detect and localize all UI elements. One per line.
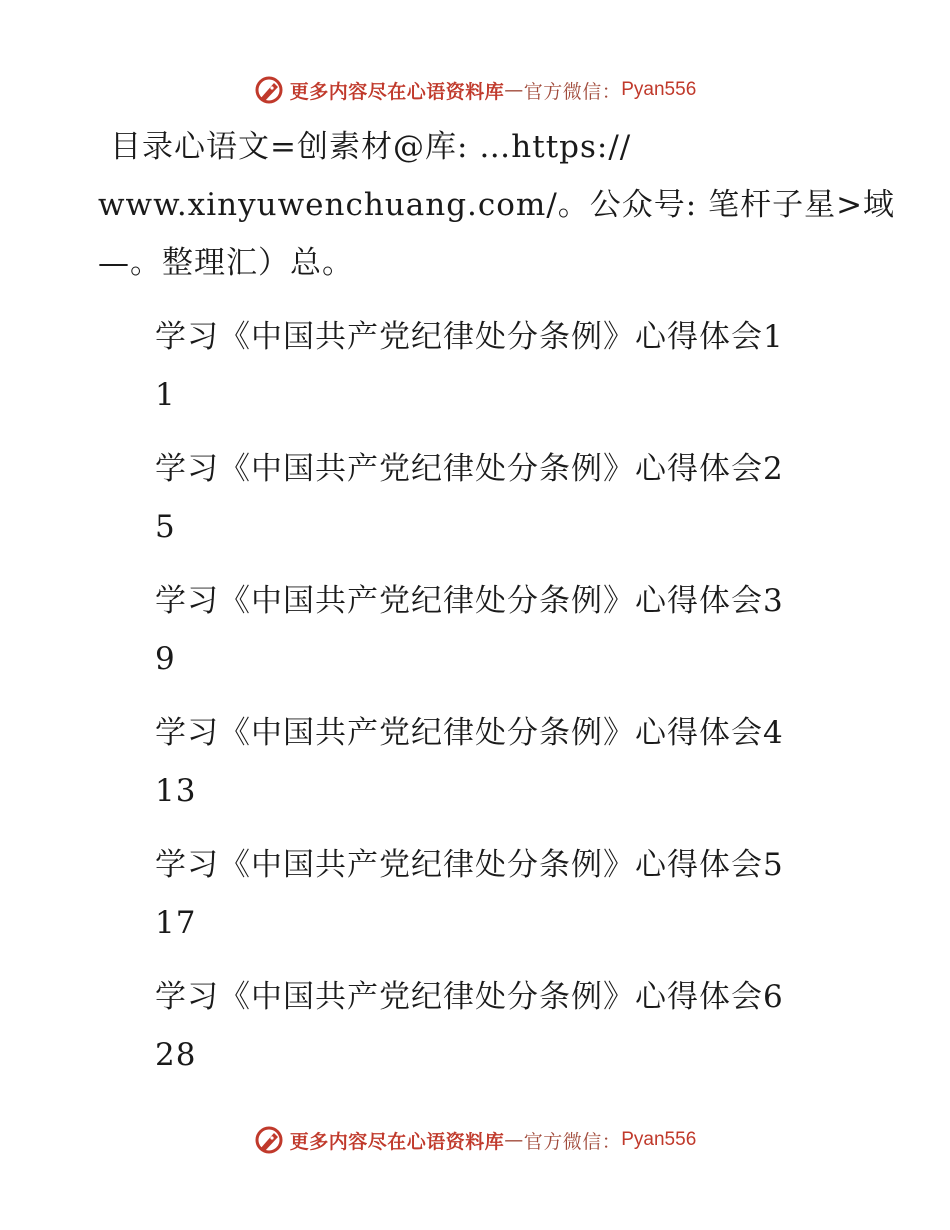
banner-main-text: 更多内容尽在心语资料库: [289, 1130, 505, 1153]
toc-entry[interactable]: [155, 968, 845, 1100]
toc-entry-title: 学习《中国共产党纪律处分条例》心得体会3: [155, 583, 784, 619]
toc-entry-page: 28: [155, 1037, 197, 1073]
toc-entry-title: 学习《中国共产党纪律处分条例》心得体会2: [155, 451, 784, 487]
banner-wechat-id: Pyan556: [621, 79, 697, 100]
toc-entry-page: 13: [155, 773, 197, 809]
toc-entry-page: 17: [155, 905, 197, 941]
toc-entry-title: 学习《中国共产党纪律处分条例》心得体会6: [155, 979, 784, 1015]
header-watermark-banner: [0, 70, 950, 110]
banner-official-label: 官方微信：: [523, 80, 622, 103]
banner-official-label: 官方微信：: [523, 1130, 622, 1153]
intro-line-3: —。整理汇）总。: [98, 245, 354, 281]
toc-entry-page: 1: [155, 377, 176, 413]
intro-line-2: www.xinyuwenchuang.com/。公众号: 笔杆子星>域: [98, 187, 896, 223]
intro-paragraph: [98, 118, 896, 292]
pen-nib-logo-icon: [254, 1125, 284, 1155]
footer-watermark-banner: [0, 1120, 950, 1160]
banner-main-text: 更多内容尽在心语资料库: [289, 80, 505, 103]
toc-entry-page: 5: [155, 509, 176, 545]
toc-entry-page: 9: [155, 641, 176, 677]
banner-wechat-id: Pyan556: [621, 1129, 697, 1150]
toc-entry[interactable]: [155, 572, 845, 704]
toc-entry-title: 学习《中国共产党纪律处分条例》心得体会4: [155, 715, 784, 751]
table-of-contents: [155, 308, 845, 1100]
banner-separator: —: [504, 79, 524, 101]
toc-entry-title: 学习《中国共产党纪律处分条例》心得体会1: [155, 319, 784, 355]
pen-nib-logo-icon: [254, 75, 284, 105]
toc-entry[interactable]: [155, 836, 845, 968]
toc-entry[interactable]: [155, 308, 845, 440]
toc-entry[interactable]: [155, 440, 845, 572]
toc-entry-title: 学习《中国共产党纪律处分条例》心得体会5: [155, 847, 784, 883]
intro-line-1: 目录心语文=创素材@库: …https://: [110, 129, 632, 165]
toc-entry[interactable]: [155, 704, 845, 836]
banner-separator: —: [504, 1129, 524, 1151]
